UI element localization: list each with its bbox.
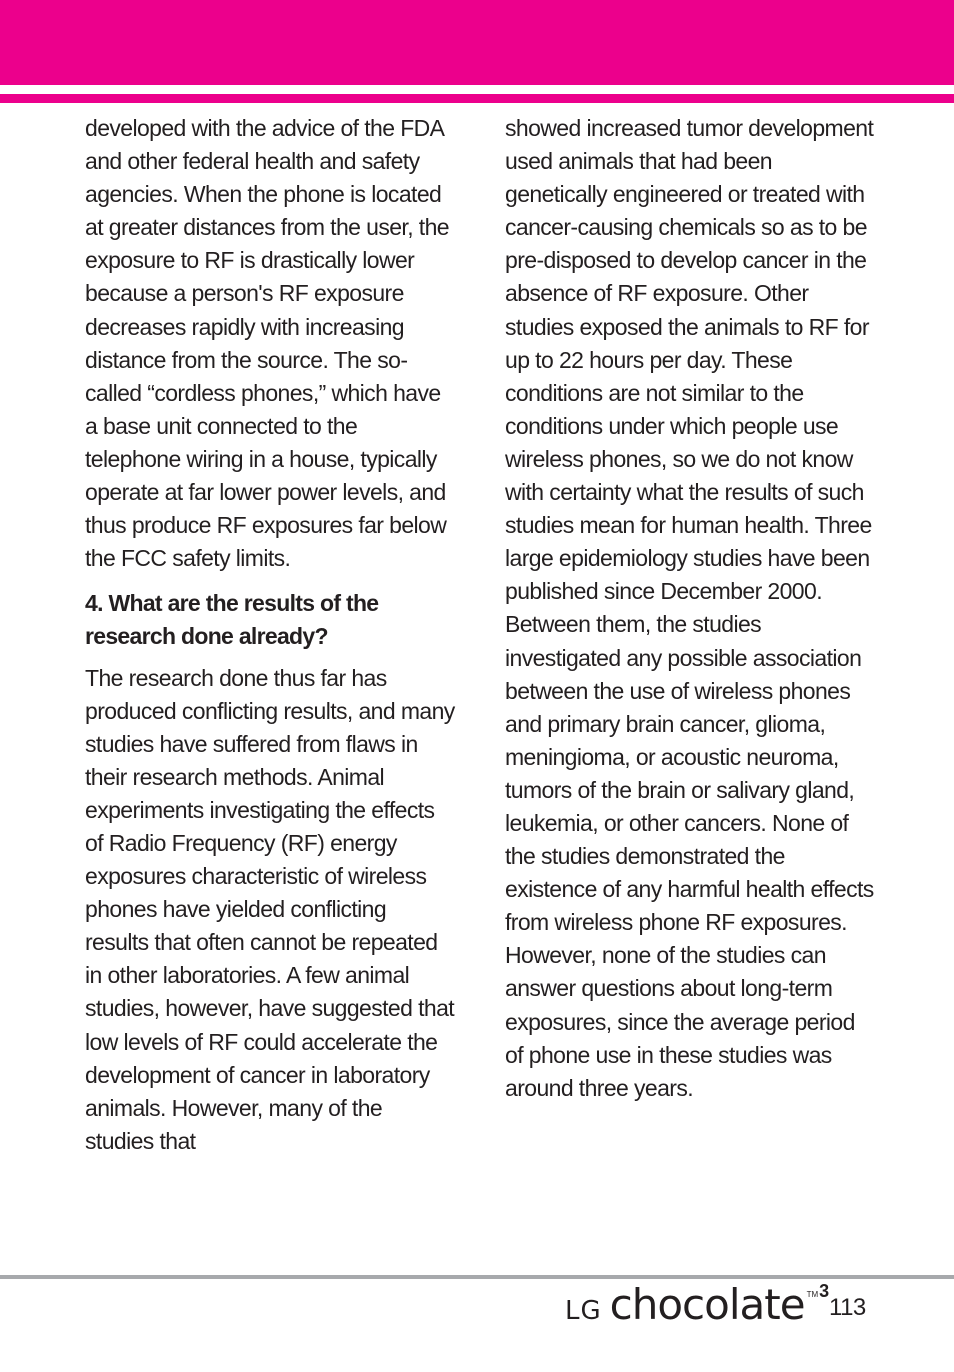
brand-logo [565, 1280, 829, 1330]
page-number: 113 [829, 1294, 866, 1321]
right-column [505, 112, 877, 1105]
brand-trademark: TM [806, 1290, 819, 1299]
brand-version: 3 [819, 1281, 830, 1301]
header-rule [0, 94, 954, 103]
right-paragraph-1: showed increased tumor development used animals that had been genetically engineered or treated with cancer-causing chemicals so as to be pre-disposed to develop cancer in the absence of RF exposure. Other studies exposed the animals to RF for up to 22 hours per day. These conditions are not similar to the conditions under which people use wireless phones, so we do not know with certainty what the results of such studies mean for human health. Three large epidemiology studies have been published since December 2000. Between them, the studies investigated any possible association between the use of wireless phones and primary brain cancer, glioma, meningioma, or acoustic neuroma, tumors of the brain or salivary gland, leukemia, or other cancers. None of the studies demonstrated the existence of any harmful health effects from wireless phone RF exposures. However, none of the studies can answer questions about long-term exposures, since the average period of phone use in these studies was around three years. [505, 115, 874, 1101]
brand-lg: LG [565, 1296, 602, 1326]
left-paragraph-2: The research done thus far has produced conflicting results, and many studies have suffered from flaws in their research methods. Animal experiments investigating the effects of Radio Frequency (RF) energy exposures characteristic of wireless phones have yielded conflicting results that often cannot be repeated in other laboratories. A few animal studies, however, have suggested that low levels of RF could accelerate the development of cancer in laboratory animals. However, many of the studies that [85, 664, 455, 1154]
header-band [0, 0, 954, 85]
footer-rule [0, 1275, 954, 1279]
left-paragraph-1: developed with the advice of the FDA and other federal health and safety agencies. When the phone is located at greater distances from the user, the exposure to RF is drastically lower because a person's RF exposure decreases rapidly with increasing distance from the source. The so-called “cordless phones,” which have a base unit connected to the telephone wiring in a house, typically operate at far lower power levels, and thus produce RF exposures far below the FCC safety limits. [85, 115, 449, 572]
left-column [85, 112, 455, 1158]
section-heading: 4. What are the results of the research done already? [85, 590, 379, 650]
brand-name: chocolate [609, 1280, 805, 1329]
